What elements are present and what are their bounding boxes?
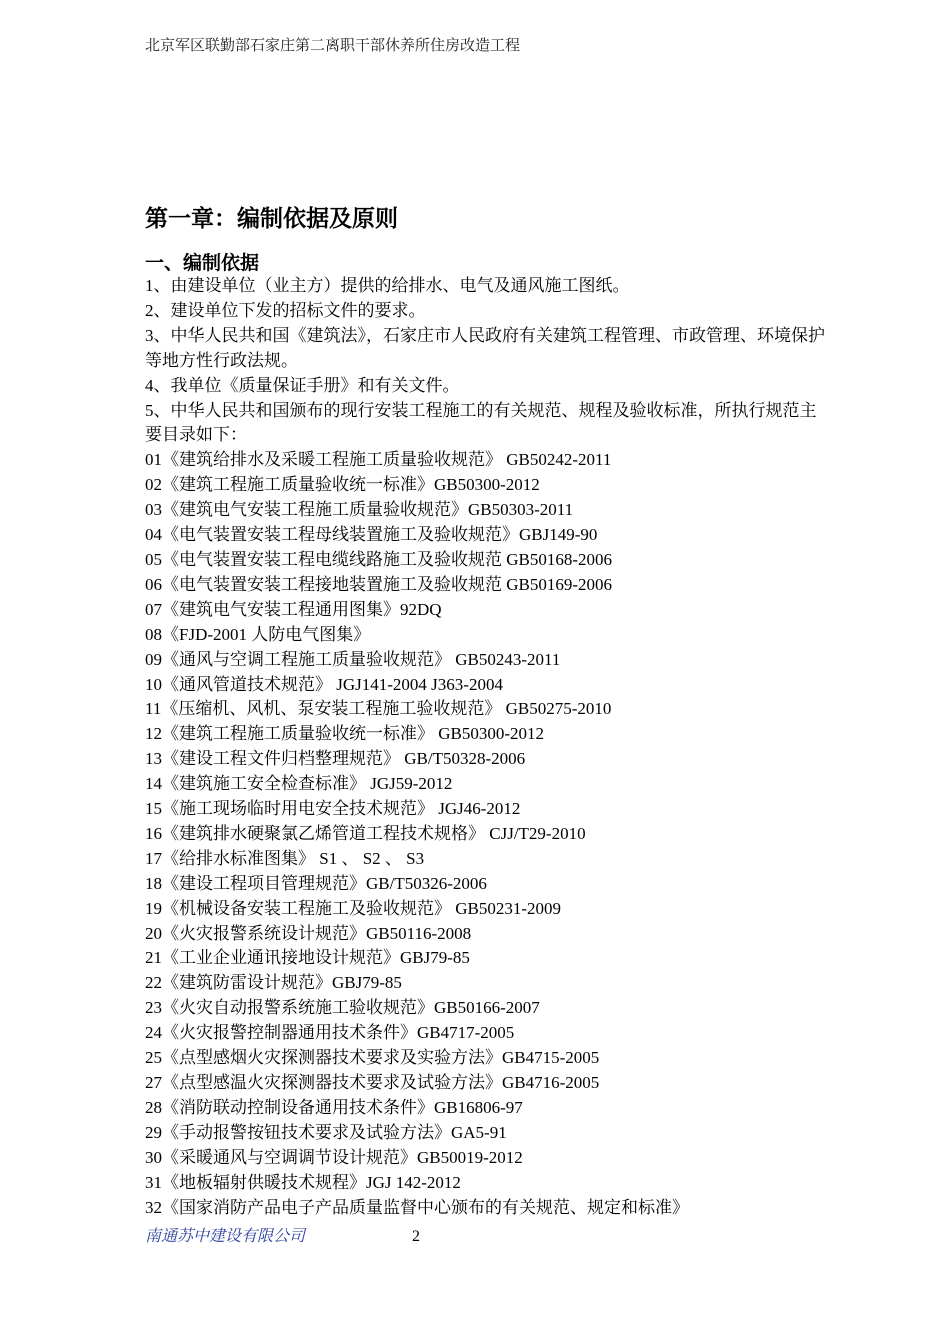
list-item: 17《给排水标准图集》 S1 、 S2 、 S3	[145, 848, 425, 868]
list-item: 15《施工现场临时用电安全技术规范》 JGJ46-2012	[145, 799, 521, 819]
list-item: 19《机械设备安装工程施工及验收规范》 GB50231-2009	[145, 898, 562, 918]
list-item: 27《点型感温火灾探测器技术要求及试验方法》GB4716-2005	[145, 1073, 600, 1092]
list-item: 20《火灾报警系统设计规范》GB50116-2008	[145, 923, 472, 943]
list-item: 21《工业企业通讯接地设计规范》GBJ79-85	[145, 948, 470, 968]
chapter-title: 第一章：编制依据及原则	[145, 206, 398, 232]
list-item: 01《建筑给排水及采暖工程施工质量验收规范》 GB50242-2011	[145, 450, 612, 470]
list-item: 30《采暖通风与空调调节设计规范》GB50019-2012	[145, 1147, 523, 1167]
paragraph: 3、中华人民共和国《建筑法》，石家庄市人民政府有关建筑工程管理、市政管理、环境保护等地方性行政法规。	[145, 325, 825, 370]
list-item: 11《压缩机、风机、泵安装工程施工验收规范》 GB50275-2010	[145, 699, 612, 719]
list-item: 12《建筑工程施工质量验收统一标准》 GB50300-2012	[145, 724, 545, 744]
list-item: 06《电气装置安装工程接地装置施工及验收规范 GB50169-2006	[145, 574, 613, 594]
list-item: 24《火灾报警控制器通用技术条件》GB4717-2005	[145, 1023, 515, 1043]
list-item: 32《国家消防产品电子产品质量监督中心颁布的有关规范、规定和标准》	[145, 1197, 689, 1217]
list-item: 07《建筑电气安装工程通用图集》92DQ	[145, 599, 442, 619]
section-title: 一、编制依据	[145, 252, 260, 274]
list-item: 08《FJD-2001 人防电气图集》	[145, 624, 371, 644]
paragraph: 1、由建设单位（业主方）提供的给排水、电气及通风施工图纸。	[145, 276, 630, 295]
list-item: 25《点型感烟火灾探测器技术要求及实验方法》GB4715-2005	[145, 1048, 600, 1068]
footer-company: 南通苏中建设有限公司	[145, 1228, 306, 1245]
list-item: 28《消防联动控制设备通用技术条件》GB16806-97	[145, 1097, 523, 1117]
standards-list	[145, 448, 825, 1220]
paragraph: 2、建设单位下发的招标文件的要求。	[145, 300, 426, 320]
list-item: 22《建筑防雷设计规范》GBJ79-85	[145, 973, 402, 993]
document-body	[145, 204, 825, 1220]
list-item: 16《建筑排水硬聚氯乙烯管道工程技术规格》 CJJ/T29-2010	[145, 823, 586, 843]
page-header: 北京军区联勤部石家庄第二离职干部休养所住房改造工程	[145, 38, 521, 54]
list-item: 14《建筑施工安全检查标准》 JGJ59-2012	[145, 774, 453, 794]
list-item: 29《手动报警按钮技术要求及试验方法》GA5-91	[145, 1122, 507, 1142]
list-item: 10《通风管道技术规范》 JGJ141-2004 J363-2004	[145, 674, 503, 694]
list-item: 13《建设工程文件归档整理规范》 GB/T50328-2006	[145, 749, 526, 769]
list-item: 23《火灾自动报警系统施工验收规范》GB50166-2007	[145, 998, 540, 1018]
paragraph: 4、我单位《质量保证手册》和有关文件。	[145, 375, 460, 395]
list-item: 18《建设工程项目管理规范》GB/T50326-2006	[145, 873, 487, 893]
paragraph: 5、中华人民共和国颁布的现行安装工程施工的有关规范、规程及验收标准，所执行规范主要目录如下：	[145, 400, 817, 445]
page-footer	[145, 1225, 565, 1249]
list-item: 04《电气装置安装工程母线装置施工及验收规范》GBJ149-90	[145, 525, 598, 545]
list-item: 03《建筑电气安装工程施工质量验收规范》GB50303-2011	[145, 500, 574, 520]
list-item: 05《电气装置安装工程电缆线路施工及验收规范 GB50168-2006	[145, 549, 613, 569]
list-item: 31《地板辐射供暖技术规程》JGJ 142-2012	[145, 1172, 461, 1192]
list-item: 02《建筑工程施工质量验收统一标准》GB50300-2012	[145, 475, 540, 495]
page-number: 2	[412, 1228, 420, 1245]
list-item: 09《通风与空调工程施工质量验收规范》 GB50243-2011	[145, 649, 561, 669]
